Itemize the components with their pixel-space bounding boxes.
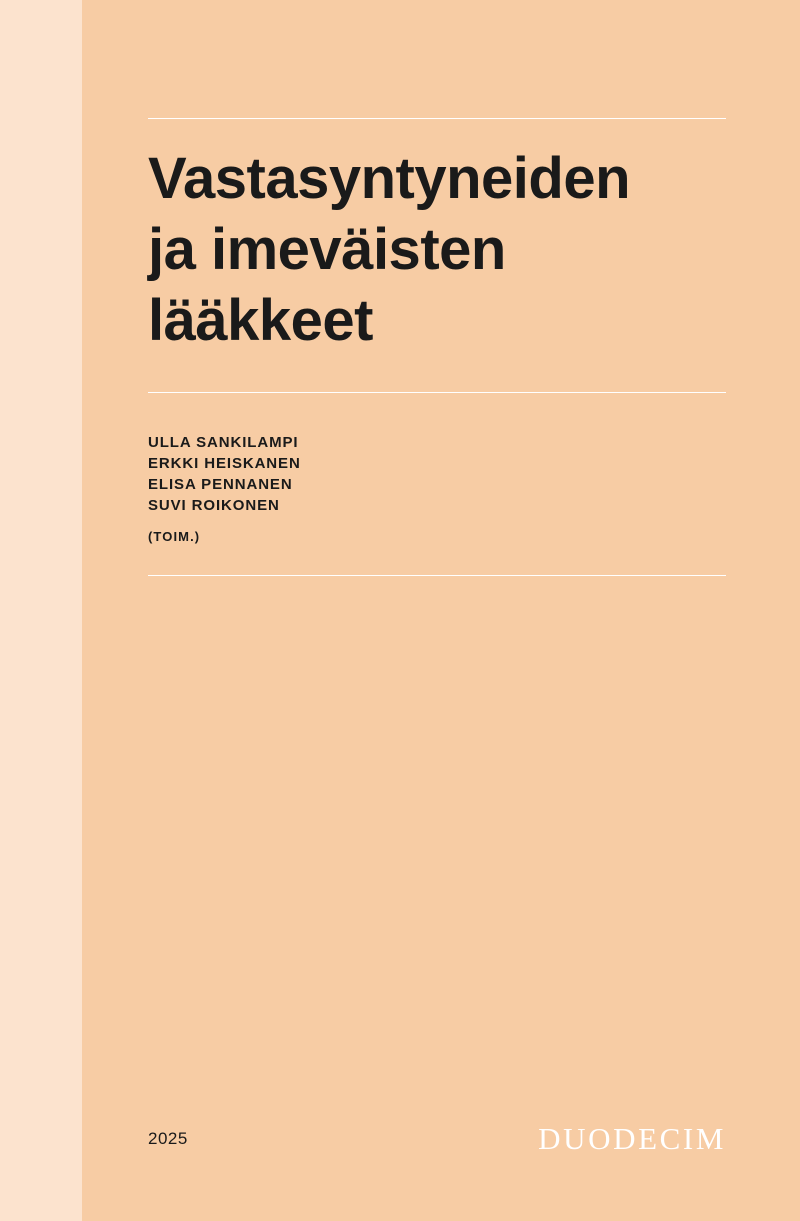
author-name: ELISA PENNANEN (148, 476, 293, 493)
author-list (148, 432, 568, 544)
publisher-name: DUODECIM (538, 1121, 726, 1156)
author-name: ULLA SANKILAMPI (148, 434, 299, 451)
divider-bottom (148, 575, 726, 576)
title-line-3: lääkkeet (148, 287, 373, 353)
divider-top (148, 118, 726, 119)
publication-year: 2025 (148, 1129, 188, 1148)
page-title (148, 144, 748, 356)
author-name: ERKKI HEISKANEN (148, 455, 301, 472)
divider-middle (148, 392, 726, 393)
title-line-1: Vastasyntyneiden (148, 146, 630, 211)
cover-content (148, 0, 726, 1221)
cover-spine-strip (0, 0, 82, 1221)
author-name: SUVI ROIKONEN (148, 497, 280, 514)
title-line-2: ja imeväisten (148, 216, 506, 282)
editor-note: (TOIM.) (148, 529, 201, 544)
